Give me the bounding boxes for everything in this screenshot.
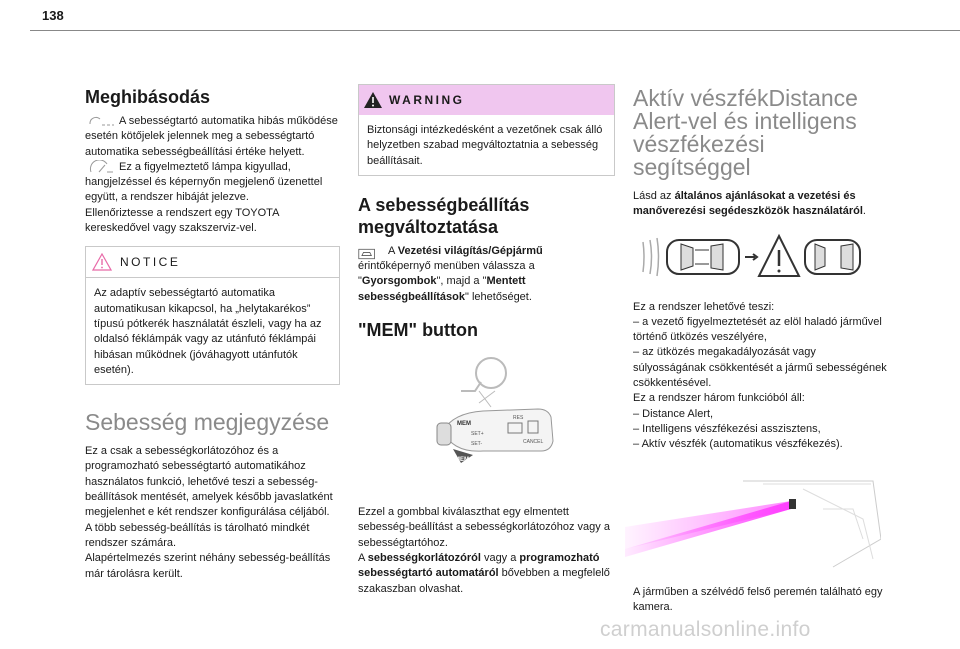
section-title-speed-memory: Sebesség megjegyzése xyxy=(85,409,330,436)
bullet-item: – az ütközés megakadályozását vagy súlyosságának csökkentését a jármű sebességének csökkentésével. xyxy=(633,346,887,390)
warning-triangle-icon xyxy=(92,253,112,271)
notice-label: NOTICE xyxy=(120,255,181,270)
warning-label: WARNING xyxy=(389,93,465,107)
paragraph: A sebességkorlátozóról vagy a programozható sebességtartó automatáról bővebben a megfelelő szakaszban olvashat. xyxy=(358,551,610,595)
notice-box xyxy=(85,246,340,385)
paragraph: Lásd az általános ajánlásokat a vezetési és manőverezési segédeszközök használatáról. xyxy=(633,190,866,218)
windscreen-camera-illustration xyxy=(623,479,881,569)
page-number: 138 xyxy=(42,8,64,23)
section-title-malfunction: Meghibásodás xyxy=(85,87,211,107)
dashes-paragraph xyxy=(85,114,340,160)
warning-header xyxy=(359,85,614,115)
section-title-mem-button: "MEM" button xyxy=(358,320,479,341)
set-plus-label: SET+ xyxy=(471,431,484,438)
speed-dashes-icon xyxy=(87,114,115,128)
section-title-change-speed: A sebességbeállítás megváltoztatása xyxy=(358,194,530,237)
steering-stalk-illustration xyxy=(413,351,593,481)
paragraph: Ez a rendszer lehetővé teszi: xyxy=(633,300,775,313)
column-1 xyxy=(85,76,340,582)
mem-label: MEM xyxy=(457,421,471,428)
warning-box xyxy=(358,84,615,176)
paragraph: Ez a rendszer három funkcióból áll: xyxy=(633,392,805,405)
bullet-item: – a vezető figyelmeztetését az elöl haladó járművel történő ütközés veszélyére, xyxy=(633,315,882,344)
warning-text: Biztonsági intézkedésként a vezetőnek csak álló helyzetben szabad megváltoztatnia a sebesség beállításait. xyxy=(367,124,603,167)
paragraph: A sebességtartó automatika hibás működése esetén kötőjelek jelennek meg a sebességtartó automatika sebességbeállítási értéke helyett. xyxy=(85,115,338,158)
bullet-item: – Intelligens vészfékezési asszisztens, xyxy=(633,422,821,435)
section-title-active-braking: Aktív vészfékDistance Alert-vel és intelligens vészfékezési segítséggel xyxy=(633,85,858,180)
watermark: carmanualsonline.info xyxy=(600,618,811,641)
paragraph: A Vezetési világítás/Gépjármű érintőképernyő menüben válassza a "Gyorsgombok", majd a "Mentett sebességbeállítások" lehetőséget. xyxy=(358,244,543,303)
collision-illustration xyxy=(641,232,861,282)
cancel-label: CANCEL xyxy=(523,439,544,446)
mem-label: MEM xyxy=(455,457,469,464)
paragraph: Ellenőriztesse a rendszert egy TOYOTA kereskedővel vagy szakszerviz-vel. xyxy=(85,206,279,235)
touchscreen-paragraph xyxy=(358,244,615,305)
paragraph: Ez a csak a sebességkorlátozóhoz és a programozható sebességtartó automatikához használatos funkció, lehetővé teszi a sebesség-beállítások mentését, amelyek később javaslatként megjelenhet e két rendszer konfigurálása céljából. xyxy=(85,445,333,519)
warning-lamp-paragraph xyxy=(85,160,340,206)
notice-text: Az adaptív sebességtartó automatika automatikusan kikapcsol, ha „helytakarékos” típusú pótkerék használatát észleli, vagy ha az oldalsó féklámpák vagy az utánfutó féklámpái hibásan működnek (jóváhagyott utánfutók esetén). xyxy=(94,287,322,376)
res-label: RES xyxy=(513,415,524,422)
cruise-control-warning-icon xyxy=(87,160,115,174)
paragraph: Ezzel a gombbal kiválaszthat egy elmentett sebesség-beállítást a sebességkorlátozóhoz vagy a sebességtartóhoz. xyxy=(358,506,610,549)
paragraph: A járműben a szélvédő felső peremén található egy kamera. xyxy=(633,585,883,613)
touchscreen-car-icon xyxy=(358,246,380,262)
camera-icon xyxy=(789,499,796,509)
column-2 xyxy=(358,84,615,597)
set-minus-label: SET- xyxy=(471,441,483,448)
paragraph: Ez a figyelmeztető lámpa kigyullad, hangjelzéssel és képernyőn megjelenő üzenettel együtt, a rendszer hibáját jelezve. xyxy=(85,160,323,204)
column-3 xyxy=(633,87,888,615)
warning-triangle-icon xyxy=(363,91,383,109)
paragraph: Alapértelmezés szerint néhány sebesség-beállítás már tárolásra került. xyxy=(85,552,331,580)
bullet-item: – Distance Alert, xyxy=(633,407,714,420)
header-rule xyxy=(30,30,960,31)
notice-header xyxy=(86,247,339,278)
bullet-item: – Aktív vészfék (automatikus vészfékezés). xyxy=(633,438,843,451)
paragraph: A több sebesség-beállítás is tárolható mindkét rendszer számára. xyxy=(85,521,310,549)
